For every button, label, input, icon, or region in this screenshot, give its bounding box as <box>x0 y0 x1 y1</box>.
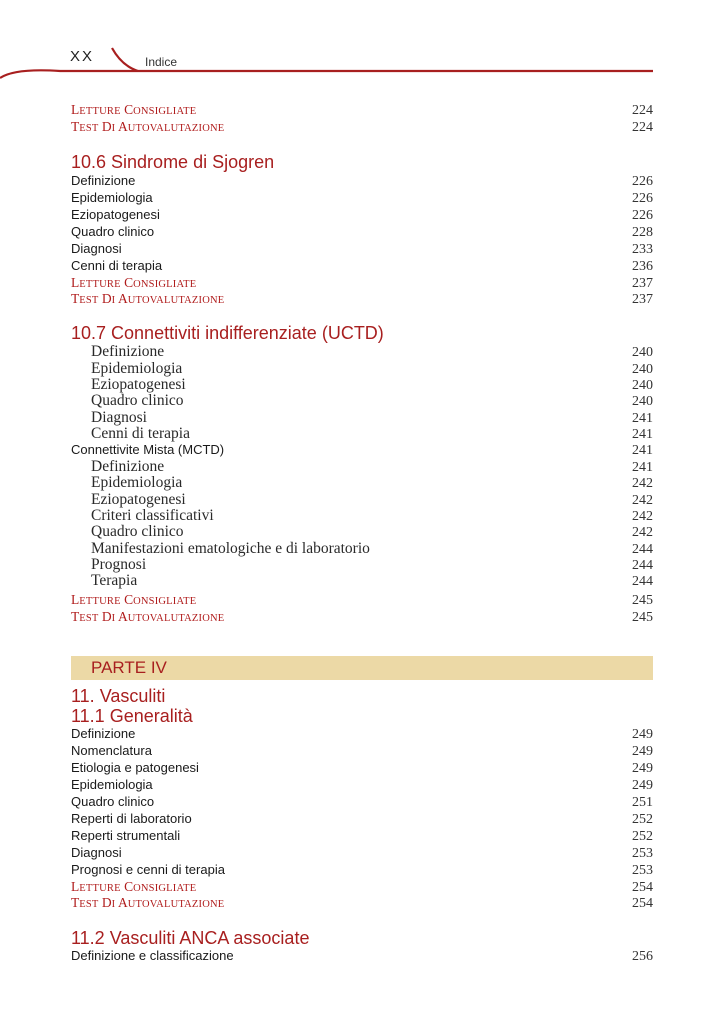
page-number: XX <box>70 48 95 65</box>
toc-entry-title: Reperti di laboratorio <box>71 811 192 826</box>
toc-entry[interactable] <box>91 343 653 361</box>
toc-entry-page: 254 <box>632 880 653 895</box>
toc-entry-title: Reperti strumentali <box>71 828 181 843</box>
toc-entry[interactable] <box>71 862 653 879</box>
toc-entry-title: Connettivite Mista (MCTD) <box>71 442 225 457</box>
toc-entry-page: 228 <box>632 225 653 240</box>
toc-entry-page: 253 <box>632 863 653 878</box>
toc-entry-title: Definizione e classificazione <box>71 948 234 963</box>
page-header <box>0 0 723 90</box>
toc-entry[interactable] <box>71 224 653 241</box>
toc-entry-page: 224 <box>632 103 653 118</box>
toc-entry-page: 237 <box>632 292 653 307</box>
toc-entry-title: TEST DI AUTOVALUTAZIONE <box>71 119 225 134</box>
toc-entry-page: 244 <box>632 558 653 573</box>
toc-entry-title: Prognosi e cenni di terapia <box>71 862 225 877</box>
toc-entry-title: Epidemiologia <box>91 474 183 491</box>
toc-entry-page: 249 <box>632 761 653 776</box>
toc-entry-title: TEST DI AUTOVALUTAZIONE <box>71 291 225 306</box>
toc-entry[interactable] <box>71 173 653 190</box>
toc-entry[interactable] <box>91 392 653 410</box>
toc-entry-page: 233 <box>632 242 653 257</box>
toc-entry-title: Diagnosi <box>71 845 122 860</box>
toc-entry-title: Terapia <box>91 572 138 589</box>
toc-entry-title: LETTURE CONSIGLIATE <box>71 592 197 607</box>
part-title: PARTE IV <box>91 658 167 677</box>
toc-entry[interactable] <box>71 442 653 459</box>
toc-entry[interactable] <box>91 425 653 443</box>
toc-entry[interactable] <box>91 523 653 541</box>
toc-entry[interactable] <box>71 879 653 896</box>
toc-entry-title: Eziopatogenesi <box>71 207 160 222</box>
section-heading: 10.6 Sindrome di Sjogren <box>71 152 275 172</box>
toc-entry[interactable] <box>71 811 653 828</box>
toc-entry-title: Diagnosi <box>71 241 122 256</box>
toc-entry-page: 224 <box>632 120 653 135</box>
toc-entry[interactable] <box>71 241 653 258</box>
toc-entry[interactable] <box>71 794 653 811</box>
toc-entry-title: TEST DI AUTOVALUTAZIONE <box>71 895 225 910</box>
toc-entry[interactable] <box>71 743 653 760</box>
toc-entry-title: Quadro clinico <box>91 392 184 409</box>
toc-entry-page: 242 <box>632 476 653 491</box>
toc-entry[interactable] <box>91 474 653 492</box>
toc-entry-title: Eziopatogenesi <box>91 376 186 393</box>
toc-entry-page: 226 <box>632 191 653 206</box>
toc-entry-title: Cenni di terapia <box>71 258 163 273</box>
toc-entry-page: 237 <box>632 276 653 291</box>
toc-entry-title: Epidemiologia <box>91 360 183 377</box>
toc-entry-title: LETTURE CONSIGLIATE <box>71 275 197 290</box>
toc-entry-title: Eziopatogenesi <box>91 491 186 508</box>
toc-entry-page: 249 <box>632 744 653 759</box>
toc-entry-title: Quadro clinico <box>91 523 184 540</box>
toc-entry[interactable] <box>71 190 653 207</box>
toc-entry-page: 236 <box>632 259 653 274</box>
toc-entry[interactable] <box>71 102 653 119</box>
toc-entry-page: 245 <box>632 610 653 625</box>
toc-entry-page: 241 <box>632 443 653 458</box>
toc-entry[interactable] <box>71 726 653 743</box>
toc-entry-page: 249 <box>632 778 653 793</box>
toc-entry-title: Nomenclatura <box>71 743 152 758</box>
toc-entry-title: Definizione <box>91 343 165 360</box>
toc-entry[interactable] <box>71 275 653 292</box>
toc-entry-page: 240 <box>632 394 653 409</box>
section-heading: 10.7 Connettiviti indifferenziate (UCTD) <box>71 323 384 343</box>
toc-entry[interactable] <box>91 572 653 590</box>
toc-entry-title: Criteri classificativi <box>91 507 214 524</box>
toc-entry[interactable] <box>71 948 653 965</box>
toc-entry-title: Manifestazioni ematologiche e di laboratorio <box>91 540 370 557</box>
toc-entry[interactable] <box>71 828 653 845</box>
toc-entry-page: 240 <box>632 362 653 377</box>
toc-entry-page: 245 <box>632 593 653 608</box>
toc-entry[interactable] <box>71 291 653 308</box>
section-heading: 11.1 Generalità <box>71 706 193 726</box>
toc-entry[interactable] <box>71 592 653 609</box>
toc-entry-page: 240 <box>632 345 653 360</box>
toc-entry-title: Quadro clinico <box>71 224 155 239</box>
toc-entry-page: 240 <box>632 378 653 393</box>
toc-entry[interactable] <box>71 609 653 626</box>
toc-entry-title: Diagnosi <box>91 409 147 426</box>
toc-entry-page: 244 <box>632 574 653 589</box>
section-heading: 11.2 Vasculiti ANCA associate <box>71 928 310 948</box>
toc-entry-title: Prognosi <box>91 556 147 573</box>
toc-entry-page: 242 <box>632 525 653 540</box>
toc-entry-page: 254 <box>632 896 653 911</box>
toc-entry-page: 226 <box>632 174 653 189</box>
header-rule <box>0 0 723 90</box>
toc-entry-title: Etiologia e patogenesi <box>71 760 199 775</box>
toc-entry[interactable] <box>71 207 653 224</box>
toc-entry-title: LETTURE CONSIGLIATE <box>71 879 197 894</box>
toc-entry-title: Cenni di terapia <box>91 425 190 442</box>
toc-entry-page: 256 <box>632 949 653 964</box>
toc-entry[interactable] <box>71 895 653 912</box>
toc-entry-title: TEST DI AUTOVALUTAZIONE <box>71 609 225 624</box>
part-banner <box>71 656 653 680</box>
toc-entry-page: 242 <box>632 493 653 508</box>
toc-entry-page: 251 <box>632 795 653 810</box>
toc-entry[interactable] <box>71 760 653 777</box>
toc-entry[interactable] <box>71 119 653 136</box>
toc-entry-page: 242 <box>632 509 653 524</box>
toc-entry-page: 241 <box>632 460 653 475</box>
section-heading: 11. Vasculiti <box>71 686 166 706</box>
toc-entry-title: Definizione <box>71 726 136 741</box>
toc-entry[interactable] <box>71 777 653 794</box>
toc-entry-title: Definizione <box>91 458 165 475</box>
toc-entry-page: 249 <box>632 727 653 742</box>
toc-entry-title: LETTURE CONSIGLIATE <box>71 102 197 117</box>
toc-entry-page: 252 <box>632 812 653 827</box>
toc-entry-title: Definizione <box>71 173 136 188</box>
toc-entry-page: 241 <box>632 411 653 426</box>
toc-entry-page: 252 <box>632 829 653 844</box>
toc-entry[interactable] <box>71 258 653 275</box>
toc-entry-title: Epidemiologia <box>71 190 153 205</box>
toc-entry-page: 226 <box>632 208 653 223</box>
toc-entry-page: 253 <box>632 846 653 861</box>
toc-entry-title: Epidemiologia <box>71 777 153 792</box>
toc-entry-page: 241 <box>632 427 653 442</box>
running-head: Indice <box>145 55 178 69</box>
toc-entry-page: 244 <box>632 542 653 557</box>
toc-entry-title: Quadro clinico <box>71 794 155 809</box>
toc-entry[interactable] <box>71 845 653 862</box>
